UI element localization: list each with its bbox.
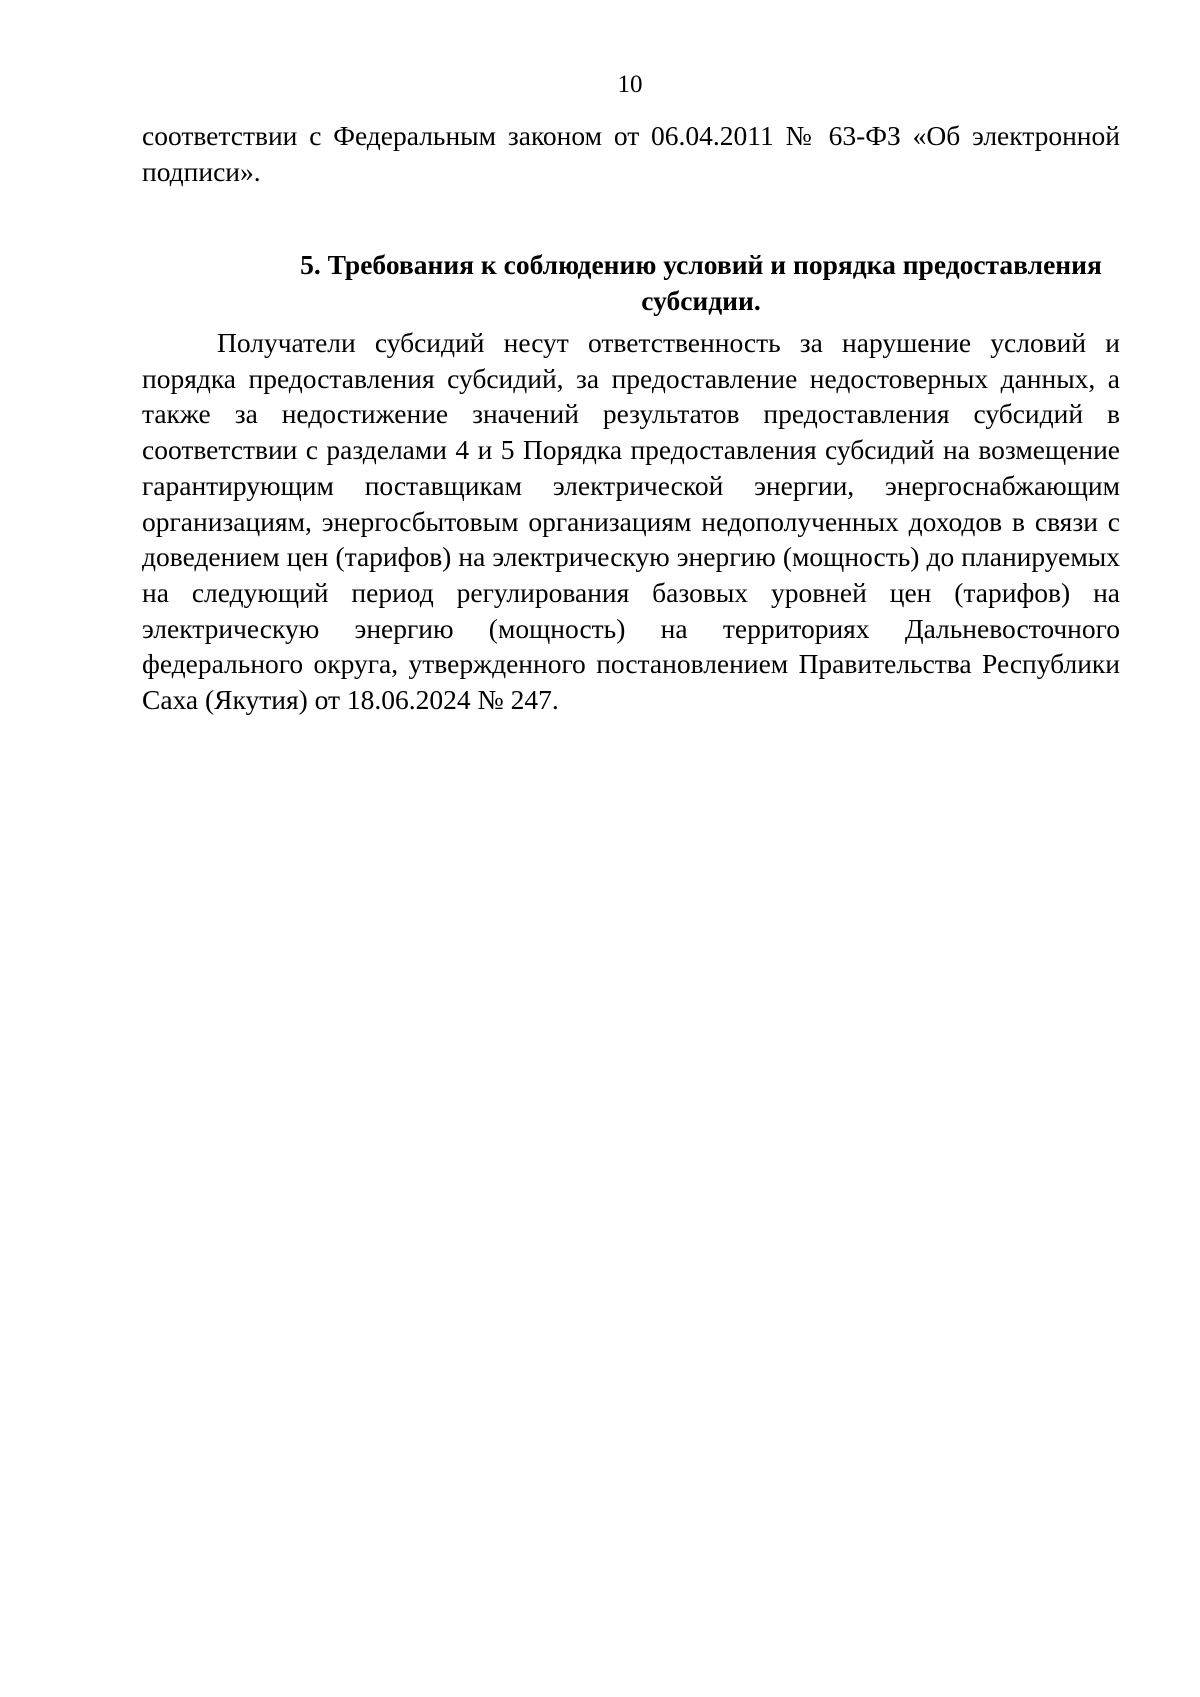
continuation-paragraph: соответствии с Федеральным законом от 06.04.2011 № 63-ФЗ «Об электронной подписи».	[142, 120, 1120, 187]
section-heading: 5. Требования к соблюдению условий и порядка предоставления субсидии.	[300, 249, 1102, 316]
section-paragraph: Получатели субсидий несут ответственность за нарушение условий и порядка предоставления субсидий, за предоставление недостоверных данных, а также за недостижение значений результатов предоставления субсидий в соответствии с разделами 4 и 5 Порядка предоставления субсидий на возмещение гарантирующим поставщикам электрической энергии, энергоснабжающим организациям, энергосбытовым организациям недополученных доходов в связи с доведением цен (тарифов) на электрическую энергию (мощность) до планируемых на следующий период регулирования базовых уровней цен (тарифов) на электрическую энергию (мощность) на территориях Дальневосточного федерального округа, утвержденного постановлением Правительства Республики Саха (Якутия) от 18.06.2024 № 247.	[142, 327, 1120, 716]
page-number: 10	[617, 71, 643, 98]
